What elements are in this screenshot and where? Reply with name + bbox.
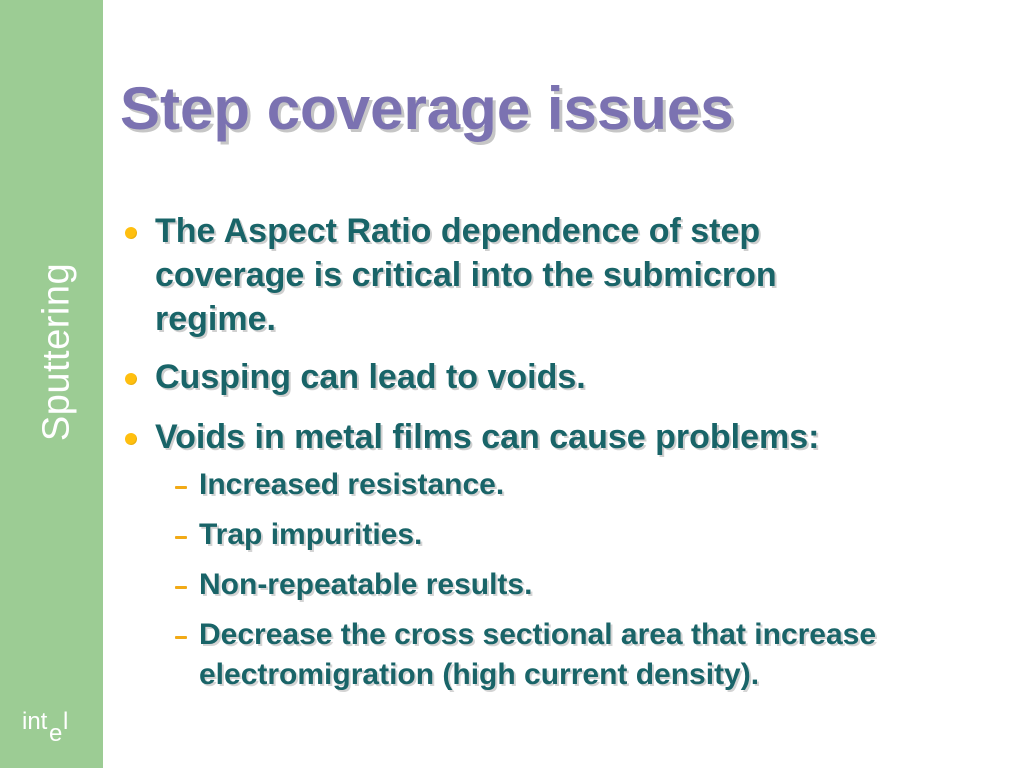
bullet-text bbox=[122, 355, 992, 399]
sidebar bbox=[0, 0, 103, 768]
bullet-line: regime. bbox=[155, 300, 276, 338]
bullet-text bbox=[122, 415, 992, 459]
round-bullet-icon bbox=[125, 227, 137, 239]
sub-bullet-line: Increased resistance. bbox=[199, 468, 505, 501]
intel-logo bbox=[22, 702, 86, 746]
dash-bullet-icon bbox=[175, 486, 187, 489]
round-bullet-icon bbox=[125, 433, 137, 445]
sub-bullet-line: Trap impurities. bbox=[199, 518, 423, 551]
bullet-text bbox=[122, 209, 992, 341]
bullet-item bbox=[122, 209, 992, 341]
round-bullet-icon bbox=[125, 373, 137, 385]
sub-bullet-item bbox=[122, 615, 992, 695]
sidebar-title: Sputtering bbox=[35, 262, 78, 442]
bullet-line: Cusping can lead to voids. bbox=[155, 358, 586, 396]
logo-text-right: l bbox=[63, 708, 69, 735]
sub-bullet-line: electromigration (high current density). bbox=[199, 658, 760, 691]
sub-bullet-item bbox=[122, 515, 992, 555]
bullet-line: coverage is critical into the submicron bbox=[155, 256, 777, 294]
bullet-item bbox=[122, 355, 992, 399]
sub-bullet-item bbox=[122, 565, 992, 605]
sub-bullet-line: Decrease the cross sectional area that increase bbox=[199, 618, 877, 651]
bullet-item bbox=[122, 415, 992, 459]
bullet-line: Voids in metal films can cause problems: bbox=[155, 418, 820, 456]
page-title: Step coverage issues bbox=[120, 75, 734, 142]
bullet-line: The Aspect Ratio dependence of step bbox=[155, 212, 761, 250]
slide-content bbox=[122, 209, 992, 695]
sub-bullet-list bbox=[122, 465, 992, 695]
dash-bullet-icon bbox=[175, 536, 187, 539]
sub-bullet-item bbox=[122, 465, 992, 505]
sub-bullet-line: Non-repeatable results. bbox=[199, 568, 533, 601]
logo-text-left: int bbox=[22, 708, 48, 735]
logo-text-drop: e bbox=[49, 720, 63, 747]
dash-bullet-icon bbox=[175, 586, 187, 589]
dash-bullet-icon bbox=[175, 636, 187, 639]
